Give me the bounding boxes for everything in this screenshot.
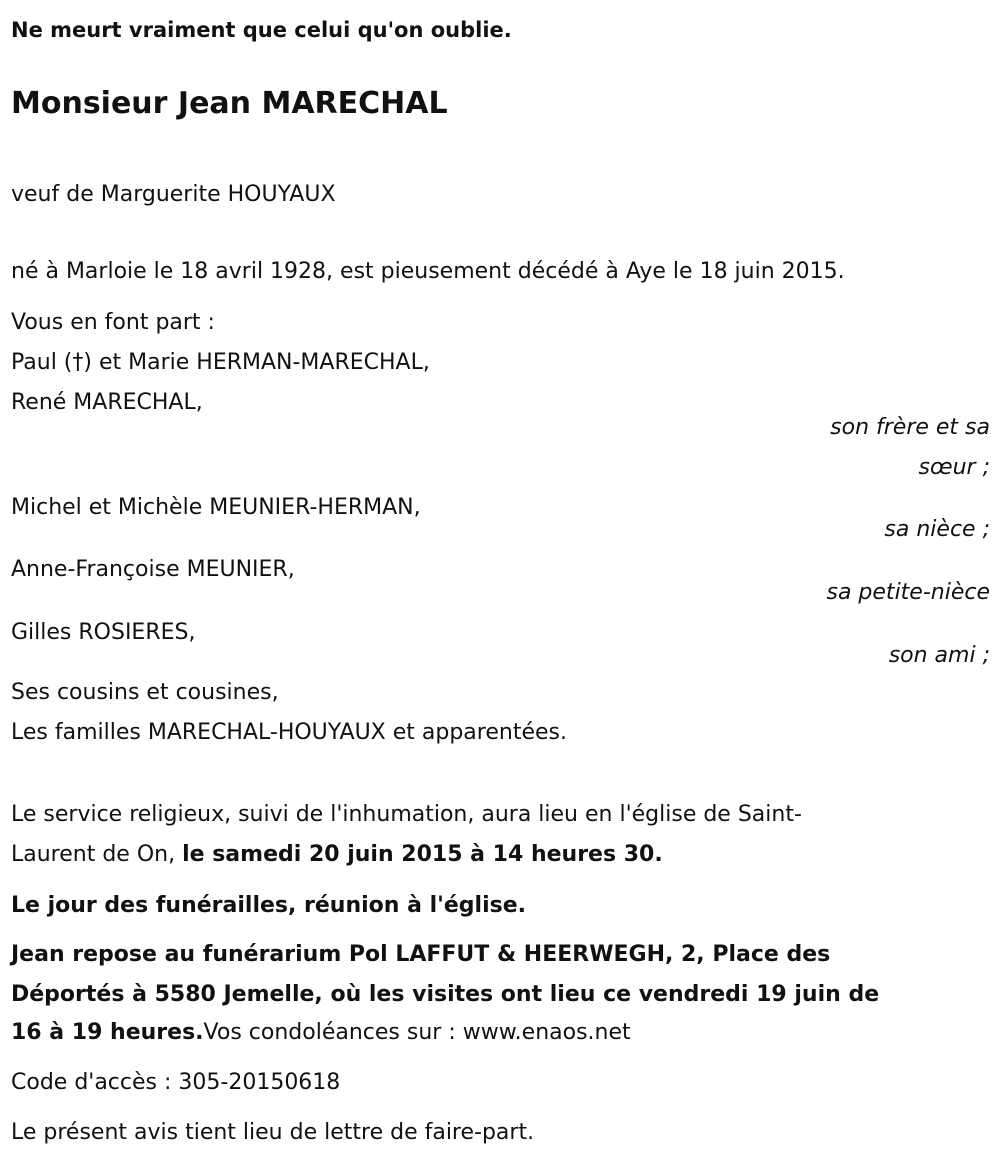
condolences-link[interactable]: Vos condoléances sur : www.enaos.net — [203, 1020, 631, 1045]
relation-label: sa petite-nièce — [826, 580, 990, 605]
widower-line: veuf de Marguerite HOUYAUX — [11, 182, 336, 207]
families-line: Les familles MARECHAL-HOUYAUX et apparentées. — [11, 720, 567, 745]
closing-line: Le présent avis tient lieu de lettre de faire-part. — [11, 1120, 535, 1145]
rest-line-2: Déportés à 5580 Jemelle, où les visites ont lieu ce vendredi 19 juin de — [11, 982, 880, 1007]
announce-intro: Vous en font part : — [11, 310, 215, 335]
cousins-line: Ses cousins et cousines, — [11, 680, 279, 705]
relation-label: son ami ; — [888, 643, 990, 668]
service-line-2 — [11, 841, 663, 869]
relation-label: sa nièce ; — [884, 517, 990, 542]
rest-line-3 — [11, 1019, 631, 1047]
access-code: Code d'accès : 305-20150618 — [11, 1070, 341, 1095]
service-datetime: le samedi 20 juin 2015 à 14 heures 30. — [182, 842, 663, 867]
quote: Ne meurt vraiment que celui qu'on oublie. — [11, 18, 512, 42]
family-member: Paul (†) et Marie HERMAN-MARECHAL, — [11, 350, 430, 375]
family-member: René MARECHAL, — [11, 390, 203, 415]
meeting-line: Le jour des funérailles, réunion à l'église. — [11, 893, 526, 918]
relation-label: sœur ; — [918, 455, 990, 480]
family-member: Michel et Michèle MEUNIER-HERMAN, — [11, 495, 421, 520]
service-line-1: Le service religieux, suivi de l'inhumation, aura lieu en l'église de Saint- — [11, 802, 802, 827]
visit-hours: 16 à 19 heures. — [11, 1020, 204, 1045]
service-place: Laurent de On, — [11, 842, 183, 867]
rest-line-1: Jean repose au funérarium Pol LAFFUT & HEERWEGH, 2, Place des — [11, 942, 831, 967]
deceased-name: Monsieur Jean MARECHAL — [11, 86, 448, 121]
family-member: Gilles ROSIERES, — [11, 620, 196, 645]
birth-death-line: né à Marloie le 18 avril 1928, est pieusement décédé à Aye le 18 juin 2015. — [11, 259, 845, 284]
relation-label: son frère et sa — [830, 415, 990, 440]
family-member: Anne-Françoise MEUNIER, — [11, 557, 295, 582]
